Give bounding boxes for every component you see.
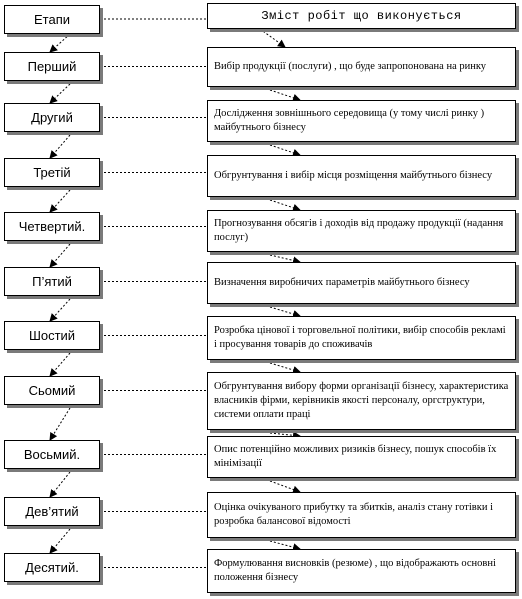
stage-arrow [50,408,70,440]
stage-box [4,103,100,132]
description-text: Розробка цінової і торговельної політики, вибір способів рекламі і просування товарів до споживачів [214,325,506,350]
description-arrow [270,145,300,155]
header-description-label: Зміст робіт що виконується [261,9,462,23]
stage-box [4,158,100,187]
description-box [207,100,516,142]
description-text: Опис потенційно можливих ризиків бізнесу, пошук способів їх мінімізації [214,444,497,469]
stage-label: Дев’ятий [25,504,79,519]
stage-label: Другий [31,110,73,125]
description-arrow [270,541,300,549]
description-text: Вибір продукції (послуги) , що буде запропонована на ринку [214,61,487,72]
stage-label: Сьомий [28,383,76,398]
description-box [207,210,516,252]
description-text: Формулювання висновків (резюме) , що відображають основні положення бізнесу [214,558,496,583]
description-box [207,549,516,593]
description-arrow [270,363,300,372]
stage-arrow [50,472,70,497]
header-description-box [207,3,516,29]
description-arrow [270,255,300,262]
description-arrow [270,481,300,492]
stage-arrow [50,244,70,267]
stage-label: Шостий [28,328,76,343]
description-text: Прогнозування обсягів і доходів від продажу продукції (надання послуг) [214,218,504,243]
stage-label: Четвертий. [18,219,86,234]
description-box [207,155,516,197]
stage-arrow [50,135,70,158]
stage-box [4,212,100,241]
stage-label: Десятий. [25,560,79,575]
stage-arrow [50,353,70,376]
stage-box [4,52,100,81]
stage-arrow [50,84,70,103]
description-text: Обгрунтування вибору форми організації бізнесу, характеристика власників фірми, керівників якості персоналу, оргструктури, системи оплати праці [214,381,509,420]
stage-arrow [50,529,70,553]
stage-box [4,553,100,582]
stage-arrow [50,34,70,52]
stage-arrow [50,299,70,321]
description-arrow [270,307,300,316]
header-stage-box [4,5,100,34]
stage-label: П’ятий [32,274,72,289]
description-text: Оцінка очікуваного прибутку та збитків, аналіз стану готівки і розробка балансової відомості [214,502,494,527]
description-text: Дослідження зовнішнього середовища (у тому числі ринку ) майбутнього бізнесу [214,108,485,133]
stage-label: Третій [33,165,71,180]
stage-box [4,440,100,469]
description-box [207,436,516,478]
stage-box [4,267,100,296]
description-box [207,316,516,360]
description-arrow [270,200,300,210]
description-arrow [270,90,300,100]
stage-box [4,376,100,405]
stage-box [4,321,100,350]
stage-label: Восьмий. [23,447,81,462]
stage-box [4,497,100,526]
stage-label: Перший [27,59,77,74]
description-box [207,372,516,430]
description-text: Визначення виробничих параметрів майбутнього бізнесу [214,277,470,288]
description-box [207,262,516,304]
description-box [207,47,516,87]
stage-arrow [50,190,70,212]
header-stage-label: Етапи [33,12,70,27]
description-text: Обгрунтування і вибір місця розміщення майбутнього бізнесу [214,170,493,181]
description-box [207,492,516,538]
description-arrow [260,29,285,47]
